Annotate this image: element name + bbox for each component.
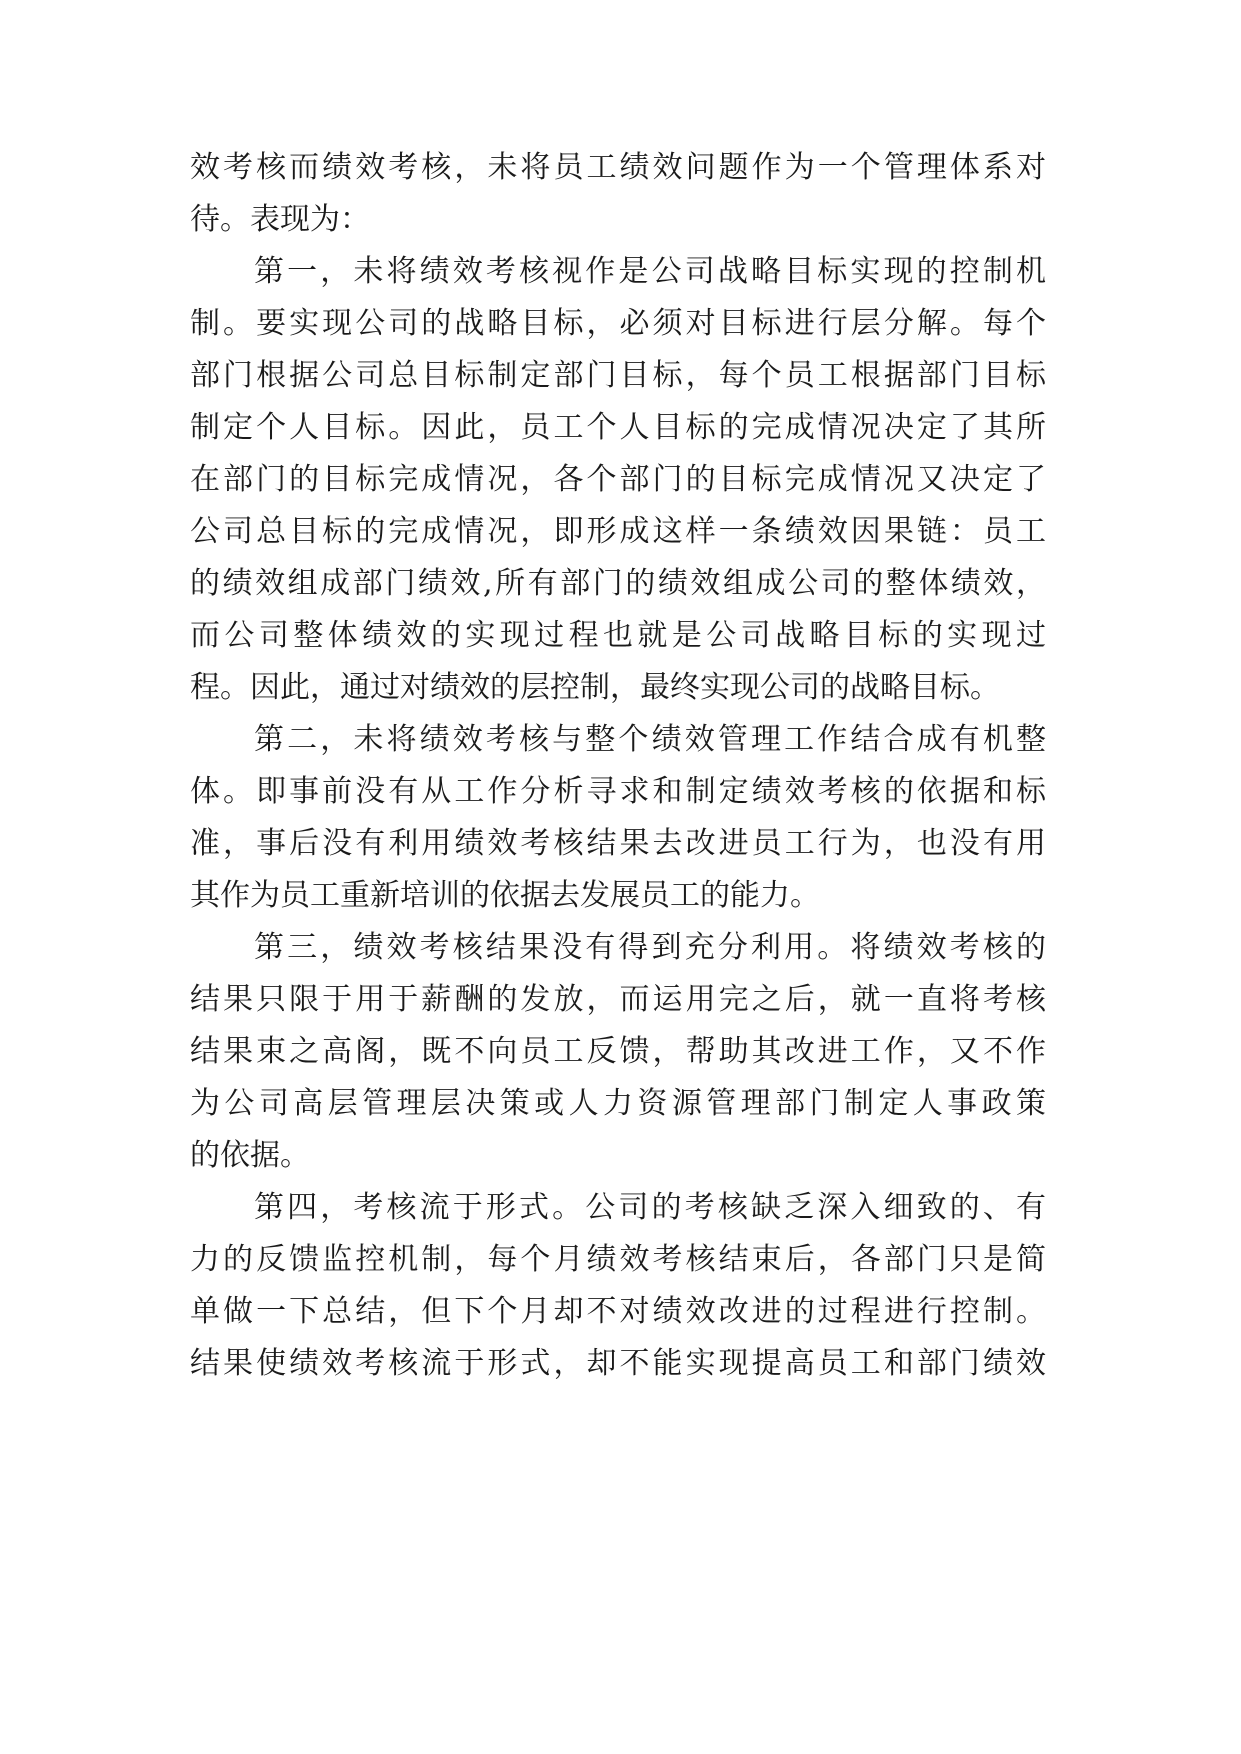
text-line: 而公司整体绩效的实现过程也就是公司战略目标的实现过 <box>190 618 1046 653</box>
text-line: 力的反馈监控机制，每个月绩效考核结束后，各部门只是简 <box>190 1242 1046 1277</box>
text-line: 制定个人目标。因此，员工个人目标的完成情况决定了其所 <box>190 410 1046 445</box>
text-line: 单做一下总结，但下个月却不对绩效改进的过程进行控制。 <box>190 1294 1046 1329</box>
paragraph-first-line: 第二，未将绩效考核与整个绩效管理工作结合成有机整 <box>254 722 1046 757</box>
text-line: 程。因此，通过对绩效的层控制，最终实现公司的战略目标。 <box>190 670 1000 705</box>
text-line: 公司总目标的完成情况，即形成这样一条绩效因果链：员工 <box>190 514 1046 549</box>
text-line: 的依据。 <box>190 1138 310 1173</box>
text-line: 结果使绩效考核流于形式，却不能实现提高员工和部门绩效 <box>190 1346 1046 1381</box>
text-line: 为公司高层管理层决策或人力资源管理部门制定人事政策 <box>190 1086 1046 1121</box>
text-line: 的绩效组成部门绩效,所有部门的绩效组成公司的整体绩效， <box>190 566 1046 601</box>
paragraph-first-line: 第四，考核流于形式。公司的考核缺乏深入细致的、有 <box>254 1190 1046 1225</box>
text-line: 待。表现为： <box>190 202 370 237</box>
text-line: 结果束之高阁，既不向员工反馈，帮助其改进工作，又不作 <box>190 1034 1046 1069</box>
paragraph-first-line: 第一，未将绩效考核视作是公司战略目标实现的控制机 <box>254 254 1046 289</box>
text-line: 体。即事前没有从工作分析寻求和制定绩效考核的依据和标 <box>190 774 1046 809</box>
text-line: 结果只限于用于薪酬的发放，而运用完之后，就一直将考核 <box>190 982 1046 1017</box>
text-line: 准，事后没有利用绩效考核结果去改进员工行为，也没有用 <box>190 826 1046 861</box>
text-line: 制。要实现公司的战略目标，必须对目标进行层分解。每个 <box>190 306 1046 341</box>
text-line: 效考核而绩效考核，未将员工绩效问题作为一个管理体系对 <box>190 150 1046 185</box>
text-line: 其作为员工重新培训的依据去发展员工的能力。 <box>190 878 820 913</box>
text-line: 部门根据公司总目标制定部门目标，每个员工根据部门目标 <box>190 358 1046 393</box>
paragraph-first-line: 第三，绩效考核结果没有得到充分利用。将绩效考核的 <box>254 930 1046 965</box>
text-line: 在部门的目标完成情况，各个部门的目标完成情况又决定了 <box>190 462 1046 497</box>
